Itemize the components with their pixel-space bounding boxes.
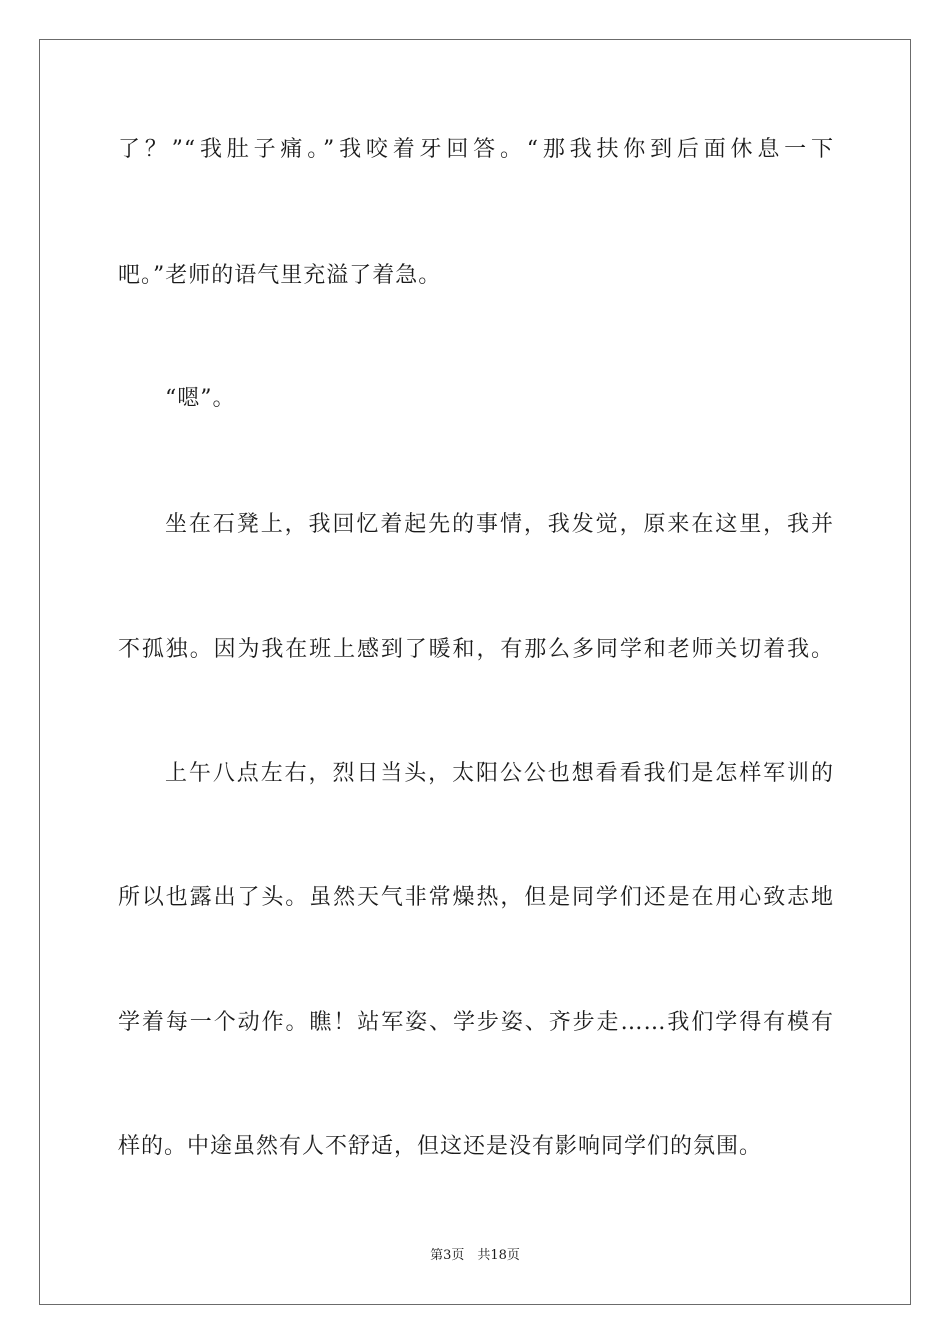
text-line-1: 了？”“我肚子痛。”我咬着牙回答。“那我扶你到后面休息一下: [118, 137, 834, 162]
page-number-footer: 第3页 共18页: [430, 1248, 520, 1263]
text-line-9: 样的。中途虽然有人不舒适，但这还是没有影响同学们的氛围。: [118, 1134, 763, 1159]
text-line-6: 上午八点左右，烈日当头，太阳公公也想看看我们是怎样军训的: [165, 761, 834, 786]
text-line-3: “嗯”。: [165, 386, 236, 411]
text-line-2: 吧。”老师的语气里充溢了着急。: [118, 263, 442, 288]
text-line-8: 学着每一个动作。瞧！站军姿、学步姿、齐步走……我们学得有模有: [118, 1010, 834, 1035]
page-border: [39, 39, 911, 1305]
text-line-7: 所以也露出了头。虽然天气非常燥热，但是同学们还是在用心致志地: [118, 885, 834, 910]
text-line-5: 不孤独。因为我在班上感到了暖和，有那么多同学和老师关切着我。: [118, 637, 834, 662]
text-line-4: 坐在石凳上，我回忆着起先的事情，我发觉，原来在这里，我并: [165, 512, 834, 537]
